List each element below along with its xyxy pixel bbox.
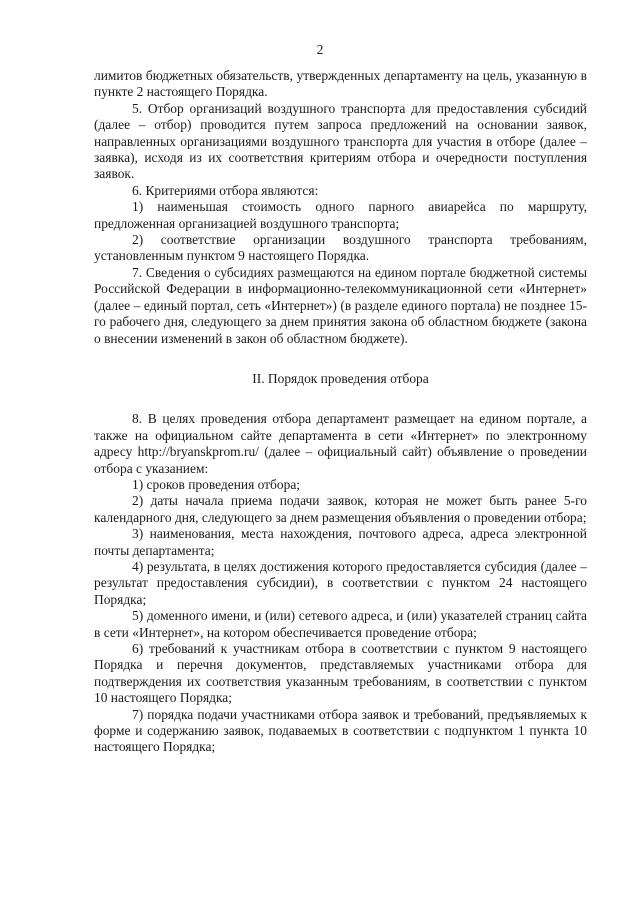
paragraph-continuation: лимитов бюджетных обязательств, утвержденных департаменту на цель, указанную в пункте 2 настоящего Порядка. xyxy=(94,68,587,100)
paragraph-item-5: 5. Отбор организаций воздушного транспорта для предоставления субсидий (далее – отбор) проводится путем запроса предложений на основании заявок, направленных организациями воздушного транспорта для участия в отборе (далее – заявка), исходя из их соответствия критериям отбора и очередности поступления заявок. xyxy=(94,100,587,182)
subitem-5: 5) доменного имени, и (или) сетевого адреса, и (или) указателей страниц сайта в сети «Интернет», на котором обеспечивается проведение отбора; xyxy=(94,608,587,640)
page-number: 2 xyxy=(316,42,324,57)
section-heading: II. Порядок проведения отбора xyxy=(252,370,429,386)
criterion-2: 2) соответствие организации воздушного транспорта требованиям, установленным пунктом 9 настоящего Порядка. xyxy=(94,232,587,264)
paragraph-item-7: 7. Сведения о субсидиях размещаются на едином портале бюджетной системы Российской Федерации в информационно-телекоммуникационной сети «Интернет» (далее – единый портал, сеть «Интернет») (в разделе единого портала) не позднее 15-го рабочего дня, следующего за днем принятия закона об областном бюджете (закона о внесении изменений в закон об областном бюджете). xyxy=(94,264,587,346)
paragraph-item-6: 6. Критериями отбора являются: xyxy=(132,182,319,198)
subitem-3: 3) наименования, места нахождения, почтового адреса, адреса электронной почты департамента; xyxy=(94,526,587,558)
subitem-4: 4) результата, в целях достижения которого предоставляется субсидия (далее – результат предоставления субсидии), в соответствии с пунктом 24 настоящего Порядка; xyxy=(94,558,587,607)
subitem-2: 2) даты начала приема подачи заявок, которая не может быть ранее 5-го календарного дня, следующего за днем размещения объявления о проведении отбора; xyxy=(94,493,587,525)
document-body xyxy=(94,68,587,756)
subitem-1: 1) сроков проведения отбора; xyxy=(132,476,301,492)
subitem-7: 7) порядка подачи участниками отбора заявок и требований, предъявляемых к форме и содержанию заявок, подаваемых в соответствии с подпунктом 1 пункта 10 настоящего Порядка; xyxy=(94,706,587,755)
criterion-1: 1) наименьшая стоимость одного парного авиарейса по маршруту, предложенная организацией воздушного транспорта; xyxy=(94,199,587,231)
subitem-6: 6) требований к участникам отбора в соответствии с пунктом 9 настоящего Порядка и перечня документов, представляемых участниками отбора для подтверждения их соответствия указанным требованиям, в соответствии с пунктом 10 настоящего Порядка; xyxy=(94,641,587,706)
paragraph-item-8: 8. В целях проведения отбора департамент размещает на едином портале, а также на официальном сайте департамента в сети «Интернет» по электронному адресу http://bryanskprom.ru/ (далее – официальный сайт) объявление о проведении отбора с указанием: xyxy=(94,411,587,476)
